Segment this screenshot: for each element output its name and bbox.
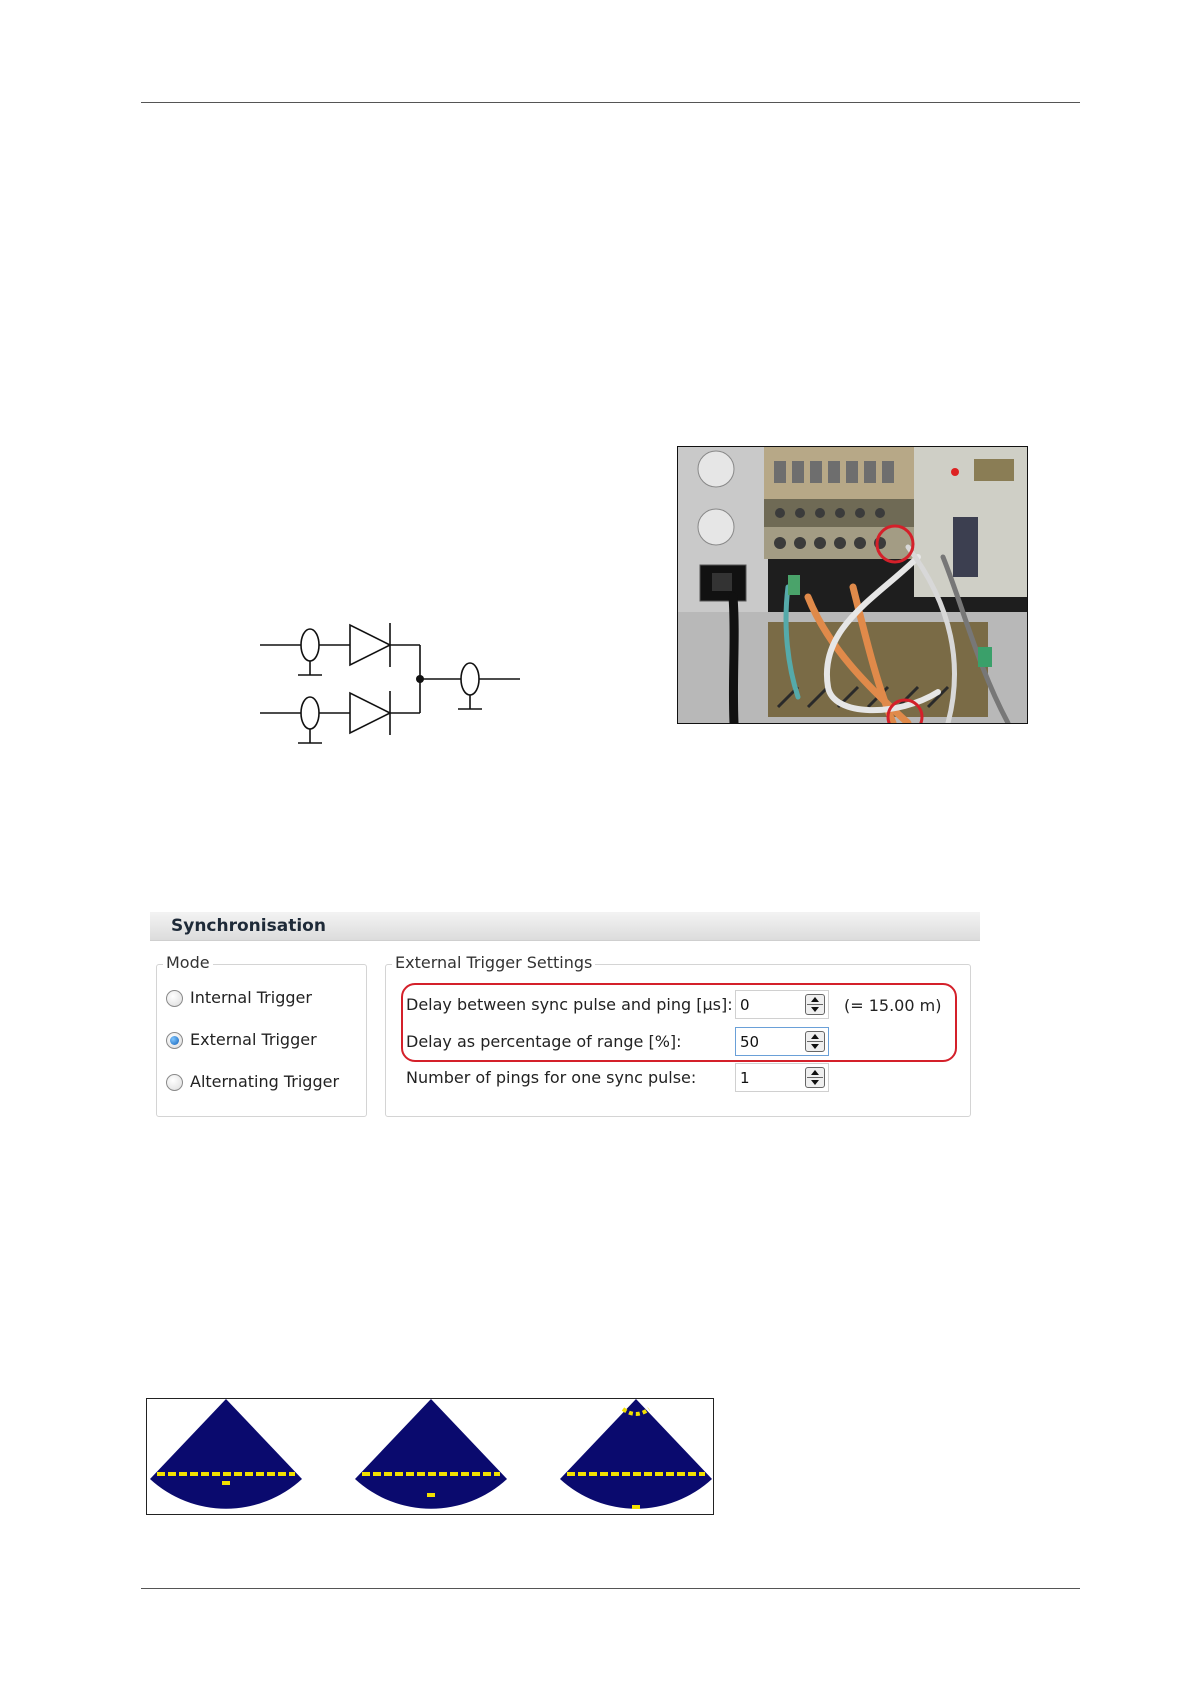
delay-percentage-label: Delay as percentage of range [%]: <box>406 1032 682 1051</box>
external-trigger-groupbox <box>385 953 971 1117</box>
field-value: 1 <box>740 1069 750 1087</box>
red-highlight-frame <box>401 983 957 1062</box>
coax-symbol-output <box>461 663 479 695</box>
range-equivalent-note: (= 15.00 m) <box>844 996 942 1015</box>
radio-label: External Trigger <box>190 1030 317 1049</box>
radio-button[interactable] <box>166 990 183 1007</box>
spinner-button[interactable] <box>805 1067 825 1088</box>
external-trigger-legend: External Trigger Settings <box>392 953 595 972</box>
footer-rule <box>141 1588 1080 1589</box>
panel-title: Synchronisation <box>171 916 326 936</box>
radio-button-selected[interactable] <box>166 1032 183 1049</box>
rack-connection-photo <box>677 446 1028 724</box>
delay-sync-label: Delay between sync pulse and ping [µs]: <box>406 995 733 1014</box>
ping-marker-fan-2 <box>427 1493 435 1497</box>
sonar-fan-2 <box>355 1399 507 1509</box>
ping-marker-fan-1 <box>222 1481 230 1485</box>
radio-label: Internal Trigger <box>190 988 312 1007</box>
field-value: 0 <box>740 996 750 1014</box>
panel-header <box>150 912 980 941</box>
coax-symbol-bottom <box>301 697 319 729</box>
pings-per-pulse-input[interactable] <box>735 1063 829 1092</box>
radio-label: Alternating Trigger <box>190 1072 340 1091</box>
junction-dot <box>416 675 424 683</box>
field-value: 50 <box>740 1033 760 1051</box>
mode-groupbox <box>156 953 367 1117</box>
ping-marker-fan-3 <box>632 1505 640 1509</box>
diode-or-circuit-diagram <box>250 612 530 752</box>
diode-top <box>350 625 390 665</box>
diode-bottom <box>350 693 390 733</box>
sonar-fan-illustration <box>146 1398 714 1515</box>
header-rule <box>141 102 1080 103</box>
radio-button[interactable] <box>166 1074 183 1091</box>
sonar-fan-1 <box>150 1399 302 1509</box>
pings-per-pulse-label: Number of pings for one sync pulse: <box>406 1068 697 1087</box>
mode-legend: Mode <box>163 953 213 972</box>
synchronisation-panel <box>150 912 980 1118</box>
coax-symbol-top <box>301 629 319 661</box>
